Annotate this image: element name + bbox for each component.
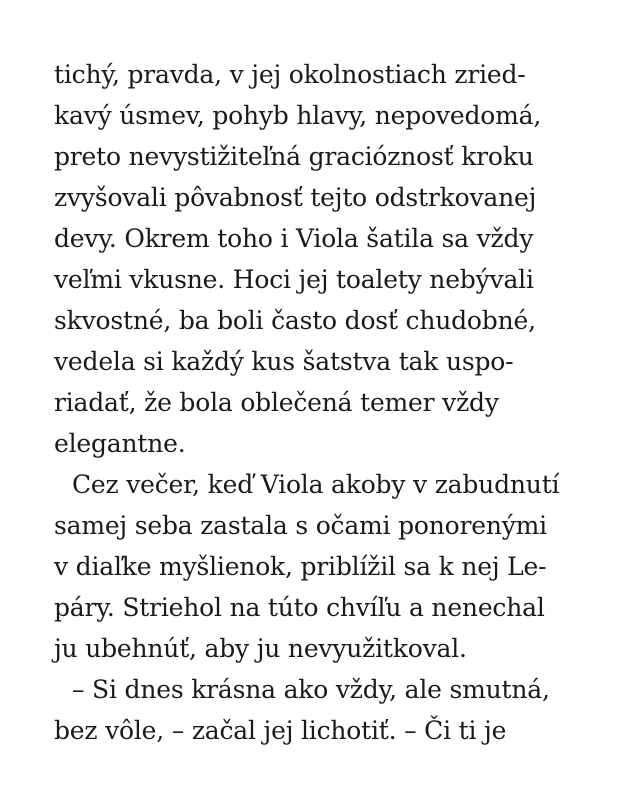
text-line: elegantne. [54,429,186,458]
text-line: samej seba zastala s očami ponorenými [54,511,547,540]
text-line: páry. Striehol na túto chvíľu a nenechal [54,593,545,622]
text-line: riadať, že bola oblečená temer vždy [54,388,499,417]
text-line: preto nevystižiteľná gracióznosť kroku [54,142,534,171]
text-line: kavý úsmev, pohyb hlavy, nepovedomá, [54,101,542,130]
text-line-indented: – Si dnes krásna ako vždy, ale smutná, [72,675,550,704]
text-line: v diaľke myšlienok, priblížil sa k nej Le- [54,552,547,581]
text-line: zvyšovali pôvabnosť tejto odstrkovanej [54,183,537,212]
text-line: vedela si každý kus šatstva tak uspo- [54,347,514,376]
body-text [54,54,614,751]
text-line-indented: Cez večer, keď Viola akoby v zabudnutí [72,470,560,499]
text-line: devy. Okrem toho i Viola šatila sa vždy [54,224,534,253]
text-line: skvostné, ba boli často dosť chudobné, [54,306,536,335]
text-line: veľmi vkusne. Hoci jej toalety nebývali [54,265,534,294]
text-line: bez vôle, – začal jej lichotiť. – Či ti je [54,716,507,745]
text-line: ju ubehnúť, aby ju nevyužitkoval. [54,634,467,663]
text-line: tichý, pravda, v jej okolnostiach zried- [54,60,526,89]
